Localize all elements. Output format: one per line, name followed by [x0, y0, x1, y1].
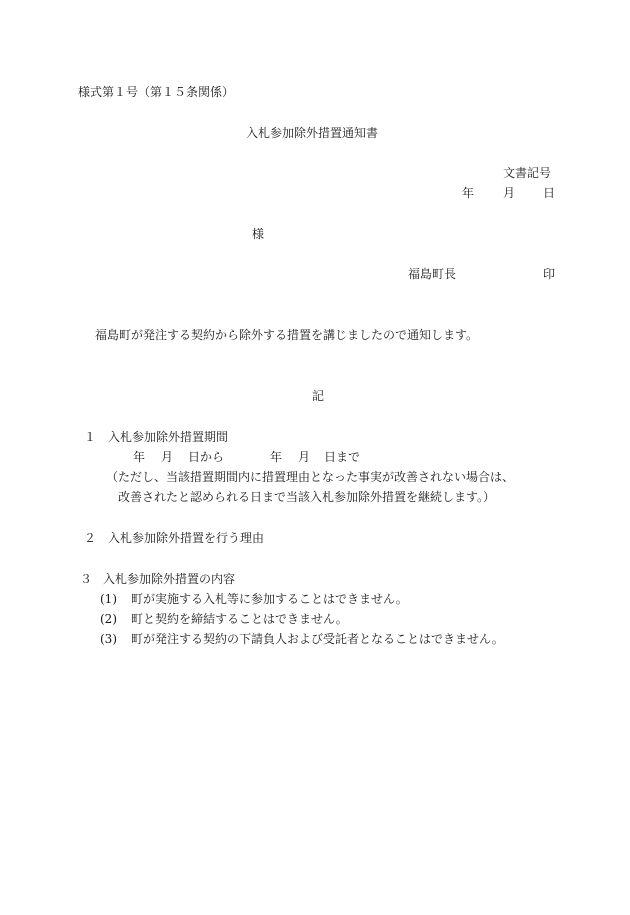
period-end-month: 月 [298, 450, 311, 464]
section-3-heading: 入札参加除外措置の内容 [103, 572, 236, 586]
section-3-item-number: (3) [100, 632, 117, 646]
section-2-heading: 入札参加除外措置を行う理由 [108, 531, 265, 545]
section-1-note-line-2: 改善されたと認められる日まで当該入札参加除外措置を継続します。） [118, 490, 496, 504]
period-end-day: 日まで [324, 450, 361, 464]
ki-heading: 記 [312, 389, 325, 403]
seal-mark: 印 [543, 267, 556, 281]
period-end-year: 年 [270, 450, 283, 464]
section-3-item-number: (2) [100, 612, 117, 626]
addressee-suffix: 様 [252, 227, 265, 241]
section-1-heading: 入札参加除外措置期間 [108, 430, 229, 444]
section-2-number: ２ [84, 531, 97, 545]
date-month-label: 月 [503, 186, 516, 200]
document-number-label: 文書記号 [503, 166, 552, 180]
document-title: 入札参加除外措置通知書 [246, 126, 379, 140]
section-3-item-text: 町が発注する契約の下請負人および受託者となることはできません。 [131, 632, 504, 646]
date-year-label: 年 [462, 186, 475, 200]
period-start-month: 月 [161, 450, 174, 464]
period-start-day: 日から [188, 450, 225, 464]
section-1-number: １ [84, 430, 97, 444]
section-3-item-number: (1) [100, 592, 117, 606]
sender-name: 福島町長 [408, 267, 457, 281]
form-label: 様式第１号（第１５条関係） [78, 85, 235, 99]
section-3-item-text: 町が実施する入札等に参加することはできません。 [131, 592, 408, 606]
date-day-label: 日 [543, 186, 556, 200]
period-start-year: 年 [133, 450, 146, 464]
section-3-item-text: 町と契約を締結することはできません。 [131, 612, 348, 626]
section-3-number: ３ [80, 572, 93, 586]
body-text: 福島町が発注する契約から除外する措置を講じましたので通知します。 [95, 328, 479, 342]
section-1-note-line-1: （ただし、当該措置期間内に措置理由となった事実が改善されない場合は、 [106, 470, 515, 484]
